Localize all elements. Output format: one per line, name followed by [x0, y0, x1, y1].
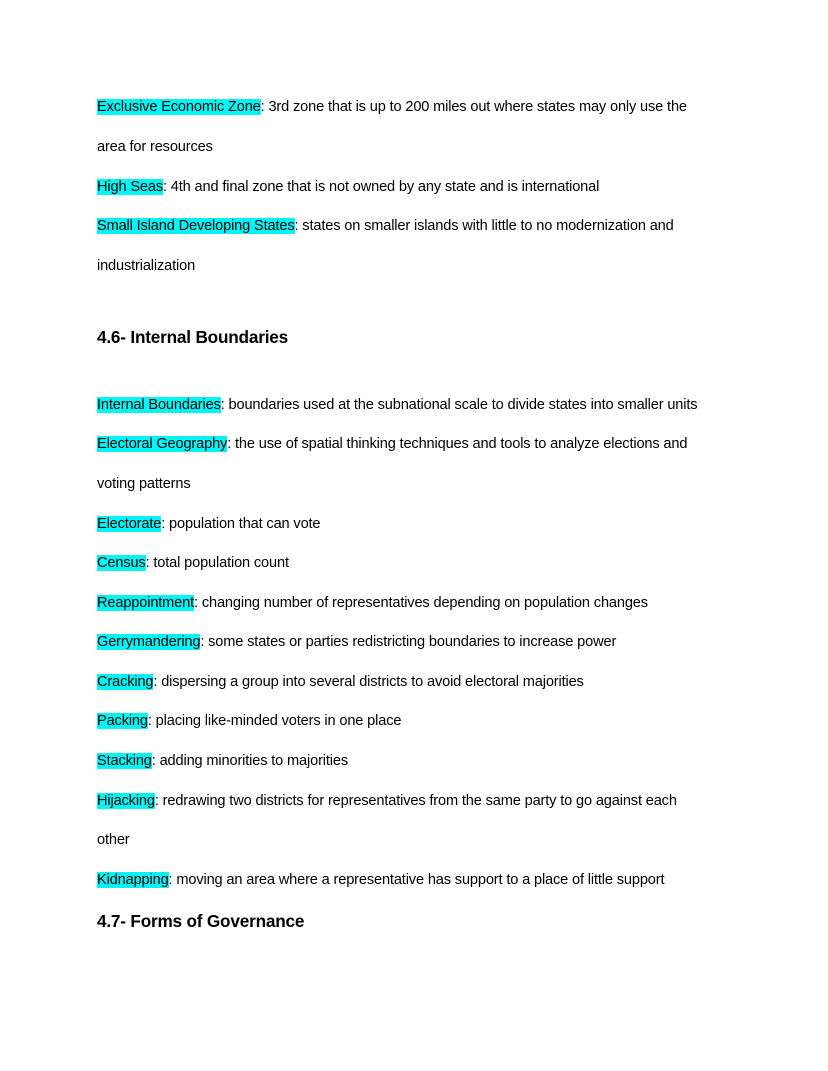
glossary-definition: : boundaries used at the subnational scale to divide states into smaller units — [220, 397, 698, 413]
glossary-definition: : redrawing two districts for representatives from the same party to go against each — [154, 793, 677, 809]
glossary-term: Electoral Geography — [97, 436, 228, 452]
glossary-entry — [97, 593, 648, 613]
glossary-definition: : dispersing a group into several districts to avoid electoral majorities — [153, 674, 584, 690]
glossary-term: Exclusive Economic Zone — [97, 99, 261, 115]
glossary-term: Electorate — [97, 516, 162, 532]
glossary-term: Cracking — [97, 674, 154, 690]
glossary-entry — [97, 751, 348, 771]
glossary-term: Census — [97, 555, 146, 571]
glossary-entry-continuation: area for resources — [97, 139, 213, 155]
section-heading: 4.6- Internal Boundaries — [97, 327, 288, 347]
glossary-entry-continuation: other — [97, 832, 130, 848]
glossary-entry — [97, 97, 687, 117]
glossary-definition: : the use of spatial thinking techniques and tools to analyze elections and — [227, 436, 688, 452]
glossary-term: Kidnapping — [97, 872, 169, 888]
glossary-term: Reappointment — [97, 595, 195, 611]
glossary-definition: : total population count — [145, 555, 289, 571]
glossary-term: Stacking — [97, 753, 152, 769]
glossary-definition: : moving an area where a representative has support to a place of little support — [168, 872, 665, 888]
glossary-term: Internal Boundaries — [97, 397, 221, 413]
glossary-entry — [97, 395, 697, 415]
glossary-entry — [97, 672, 584, 692]
glossary-entry — [97, 177, 599, 197]
glossary-entry — [97, 514, 320, 534]
glossary-entry-continuation: voting patterns — [97, 476, 191, 492]
glossary-entry — [97, 632, 616, 652]
glossary-entry — [97, 711, 401, 731]
glossary-definition: : changing number of representatives depending on population changes — [194, 595, 648, 611]
glossary-definition: : adding minorities to majorities — [151, 753, 348, 769]
glossary-definition: : states on smaller islands with little to no modernization and — [294, 218, 674, 234]
glossary-definition: : 3rd zone that is up to 200 miles out where states may only use the — [260, 99, 687, 115]
glossary-definition: : some states or parties redistricting boundaries to increase power — [200, 634, 617, 650]
glossary-term: Gerrymandering — [97, 634, 201, 650]
glossary-entry — [97, 870, 664, 890]
glossary-definition: : placing like-minded voters in one place — [147, 713, 402, 729]
glossary-entry — [97, 434, 687, 454]
glossary-entry-continuation: industrialization — [97, 258, 196, 274]
glossary-entry — [97, 216, 674, 236]
glossary-term: Small Island Developing States — [97, 218, 295, 234]
glossary-entry — [97, 553, 289, 573]
glossary-term: Packing — [97, 713, 148, 729]
glossary-term: High Seas — [97, 179, 163, 195]
glossary-definition: : 4th and final zone that is not owned by any state and is international — [162, 179, 600, 195]
glossary-definition: : population that can vote — [161, 516, 321, 532]
section-heading: 4.7- Forms of Governance — [97, 911, 305, 931]
glossary-term: Hijacking — [97, 793, 155, 809]
glossary-entry — [97, 791, 677, 811]
